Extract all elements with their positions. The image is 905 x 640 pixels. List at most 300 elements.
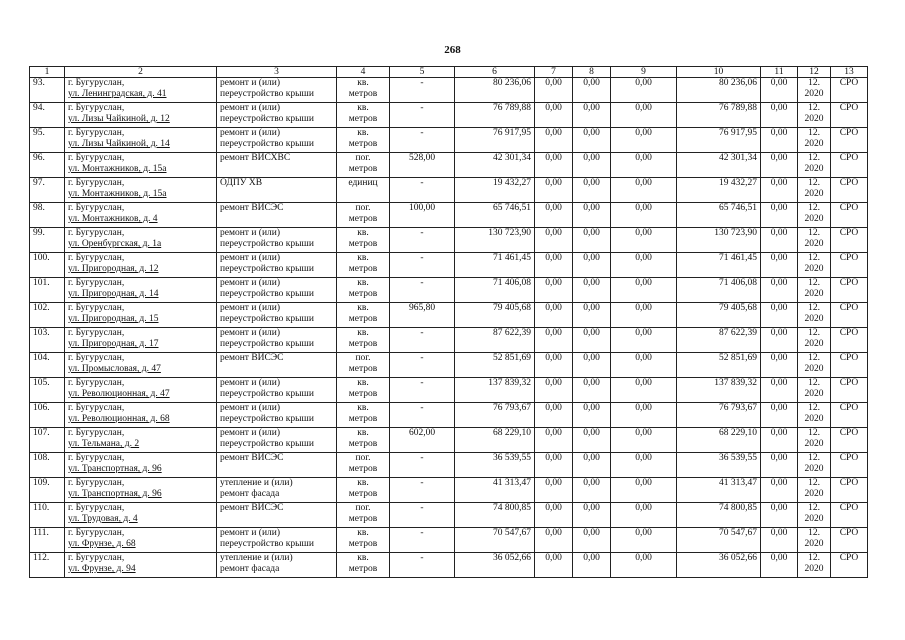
work-type-cell [217, 553, 337, 578]
cost-col10-cell: 76 917,95 [677, 128, 761, 153]
address-cell [65, 178, 217, 203]
address-cell-line: г. Бугуруслан, [68, 378, 125, 388]
method-cell: СРО [831, 203, 868, 228]
method-cell: СРО [831, 553, 868, 578]
address-cell [65, 253, 217, 278]
method-cell: СРО [831, 453, 868, 478]
cost-col10-cell: 42 301,34 [677, 153, 761, 178]
row-number: 95. [30, 128, 65, 153]
work-type-cell-line: ремонт фасада [220, 564, 280, 574]
unit-cell-line: метров [348, 514, 378, 524]
period-cell-line: 2020 [804, 189, 824, 199]
method-cell: СРО [831, 153, 868, 178]
row-number: 103. [30, 328, 65, 353]
cost-col7-cell: 0,00 [535, 403, 573, 428]
address-cell [65, 153, 217, 178]
cost-col7-cell: 0,00 [535, 428, 573, 453]
row-number: 99. [30, 228, 65, 253]
quantity-cell: 602,00 [390, 428, 455, 453]
column-header-13: 13 [831, 67, 868, 78]
cost-col9-cell: 0,00 [611, 328, 677, 353]
table-row [30, 278, 868, 303]
table-row [30, 303, 868, 328]
address-cell-line: г. Бугуруслан, [68, 303, 125, 313]
period-cell [798, 378, 831, 403]
unit-cell-line: пог. [355, 153, 371, 163]
method-cell: СРО [831, 378, 868, 403]
table-row [30, 453, 868, 478]
address-cell-line: г. Бугуруслан, [68, 228, 125, 238]
unit-cell [337, 228, 390, 253]
period-cell-line: 12. [808, 528, 820, 538]
work-type-cell-line: переустройство крыши [220, 239, 314, 249]
cost-col9-cell: 0,00 [611, 128, 677, 153]
cost-col11-cell: 0,00 [761, 103, 798, 128]
work-type-cell [217, 78, 337, 103]
row-number: 94. [30, 103, 65, 128]
unit-cell [337, 428, 390, 453]
row-number: 101. [30, 278, 65, 303]
cost-col7-cell: 0,00 [535, 128, 573, 153]
period-cell-line: 2020 [804, 289, 824, 299]
unit-cell-line: кв. [357, 403, 369, 413]
unit-cell [337, 103, 390, 128]
work-type-cell-line: ремонт и (или) [220, 103, 281, 113]
table-row [30, 428, 868, 453]
cost-col9-cell: 0,00 [611, 278, 677, 303]
work-type-cell [217, 528, 337, 553]
address-cell [65, 378, 217, 403]
cost-col11-cell: 0,00 [761, 203, 798, 228]
register-table [29, 66, 868, 578]
cost-col10-cell: 70 547,67 [677, 528, 761, 553]
period-cell [798, 128, 831, 153]
cost-col8-cell: 0,00 [573, 428, 611, 453]
cost-col7-cell: 0,00 [535, 553, 573, 578]
cost-col11-cell: 0,00 [761, 253, 798, 278]
address-cell [65, 103, 217, 128]
cost-col8-cell: 0,00 [573, 403, 611, 428]
cost-col7-cell: 0,00 [535, 78, 573, 103]
work-type-cell-line: ремонт и (или) [220, 528, 281, 538]
cost-col8-cell: 0,00 [573, 353, 611, 378]
cost-col11-cell: 0,00 [761, 503, 798, 528]
work-type-cell-line: ремонт и (или) [220, 328, 281, 338]
cost-col10-cell: 65 746,51 [677, 203, 761, 228]
cost-col11-cell: 0,00 [761, 353, 798, 378]
cost-col11-cell: 0,00 [761, 528, 798, 553]
work-type-cell-line: ремонт и (или) [220, 78, 281, 88]
unit-cell-line: пог. [355, 503, 371, 513]
work-type-cell-line: ремонт и (или) [220, 228, 281, 238]
cost-col10-cell: 74 800,85 [677, 503, 761, 528]
work-type-cell [217, 253, 337, 278]
cost-col7-cell: 0,00 [535, 253, 573, 278]
cost-col9-cell: 0,00 [611, 228, 677, 253]
address-cell-line: ул. Пригородная, д. 12 [68, 264, 159, 274]
address-cell-line: ул. Тельмана, д. 2 [68, 439, 140, 449]
cost-col9-cell: 0,00 [611, 403, 677, 428]
address-cell-line: ул. Ленинградская, д. 41 [68, 89, 167, 99]
cost-col11-cell: 0,00 [761, 553, 798, 578]
unit-cell-line: единиц [348, 178, 378, 188]
quantity-cell: 965,80 [390, 303, 455, 328]
cost-col7-cell: 0,00 [535, 378, 573, 403]
quantity-cell: - [390, 228, 455, 253]
total-cost-cell: 137 839,32 [455, 378, 535, 403]
unit-cell [337, 178, 390, 203]
cost-col8-cell: 0,00 [573, 178, 611, 203]
cost-col11-cell: 0,00 [761, 378, 798, 403]
cost-col11-cell: 0,00 [761, 153, 798, 178]
page-number: 268 [444, 44, 461, 56]
cost-col8-cell: 0,00 [573, 228, 611, 253]
quantity-cell: - [390, 503, 455, 528]
table-row [30, 553, 868, 578]
column-header-10: 10 [677, 67, 761, 78]
table-row [30, 478, 868, 503]
work-type-cell-line: ремонт и (или) [220, 253, 281, 263]
row-number: 107. [30, 428, 65, 453]
address-cell-line: г. Бугуруслан, [68, 353, 125, 363]
quantity-cell: - [390, 378, 455, 403]
work-type-cell-line: переустройство крыши [220, 114, 314, 124]
address-cell-line: г. Бугуруслан, [68, 428, 125, 438]
period-cell-line: 12. [808, 553, 820, 563]
quantity-cell: - [390, 553, 455, 578]
total-cost-cell: 79 405,68 [455, 303, 535, 328]
address-cell [65, 553, 217, 578]
cost-col9-cell: 0,00 [611, 303, 677, 328]
work-type-cell-line: ремонт ВИСЭС [220, 503, 284, 513]
method-cell: СРО [831, 178, 868, 203]
cost-col11-cell: 0,00 [761, 78, 798, 103]
address-cell-line: ул. Фрунзе, д. 94 [68, 564, 136, 574]
row-number: 102. [30, 303, 65, 328]
work-type-cell-line: ремонт ВИСЭС [220, 203, 284, 213]
cost-col8-cell: 0,00 [573, 528, 611, 553]
cost-col8-cell: 0,00 [573, 128, 611, 153]
address-cell-line: ул. Революционная, д. 68 [68, 414, 170, 424]
total-cost-cell: 74 800,85 [455, 503, 535, 528]
cost-col9-cell: 0,00 [611, 353, 677, 378]
work-type-cell-line: ремонт и (или) [220, 378, 281, 388]
unit-cell-line: метров [348, 164, 378, 174]
period-cell-line: 2020 [804, 114, 824, 124]
unit-cell-line: метров [348, 414, 378, 424]
row-number: 106. [30, 403, 65, 428]
total-cost-cell: 36 052,66 [455, 553, 535, 578]
cost-col9-cell: 0,00 [611, 78, 677, 103]
work-type-cell-line: ремонт ВИСЭС [220, 353, 284, 363]
cost-col9-cell: 0,00 [611, 378, 677, 403]
unit-cell-line: кв. [357, 428, 369, 438]
cost-col11-cell: 0,00 [761, 453, 798, 478]
table-row [30, 128, 868, 153]
period-cell-line: 12. [808, 403, 820, 413]
table-body [30, 78, 868, 578]
cost-col8-cell: 0,00 [573, 503, 611, 528]
cost-col9-cell: 0,00 [611, 153, 677, 178]
method-cell: СРО [831, 328, 868, 353]
period-cell [798, 553, 831, 578]
work-type-cell [217, 503, 337, 528]
work-type-cell-line: переустройство крыши [220, 414, 314, 424]
method-cell: СРО [831, 403, 868, 428]
cost-col8-cell: 0,00 [573, 553, 611, 578]
period-cell-line: 12. [808, 203, 820, 213]
total-cost-cell: 42 301,34 [455, 153, 535, 178]
unit-cell-line: метров [348, 214, 378, 224]
unit-cell [337, 78, 390, 103]
period-cell-line: 12. [808, 303, 820, 313]
work-type-cell [217, 278, 337, 303]
work-type-cell-line: переустройство крыши [220, 389, 314, 399]
unit-cell [337, 453, 390, 478]
quantity-cell: - [390, 403, 455, 428]
address-cell [65, 228, 217, 253]
row-number: 93. [30, 78, 65, 103]
work-type-cell [217, 303, 337, 328]
address-cell-line: г. Бугуруслан, [68, 328, 125, 338]
work-type-cell-line: переустройство крыши [220, 439, 314, 449]
cost-col8-cell: 0,00 [573, 453, 611, 478]
address-cell [65, 528, 217, 553]
cost-col7-cell: 0,00 [535, 353, 573, 378]
total-cost-cell: 41 313,47 [455, 478, 535, 503]
quantity-cell: - [390, 103, 455, 128]
work-type-cell [217, 103, 337, 128]
column-header-1: 1 [30, 67, 65, 78]
unit-cell-line: кв. [357, 378, 369, 388]
cost-col7-cell: 0,00 [535, 453, 573, 478]
period-cell-line: 12. [808, 328, 820, 338]
cost-col10-cell: 36 539,55 [677, 453, 761, 478]
work-type-cell [217, 153, 337, 178]
column-header-4: 4 [337, 67, 390, 78]
unit-cell-line: метров [348, 364, 378, 374]
address-cell-line: г. Бугуруслан, [68, 478, 125, 488]
unit-cell-line: метров [348, 114, 378, 124]
quantity-cell: - [390, 128, 455, 153]
address-cell-line: ул. Лизы Чайкиной, д. 12 [68, 114, 170, 124]
cost-col10-cell: 76 793,67 [677, 403, 761, 428]
cost-col8-cell: 0,00 [573, 328, 611, 353]
cost-col10-cell: 79 405,68 [677, 303, 761, 328]
row-number: 109. [30, 478, 65, 503]
method-cell: СРО [831, 428, 868, 453]
cost-col10-cell: 87 622,39 [677, 328, 761, 353]
row-number: 100. [30, 253, 65, 278]
address-cell-line: г. Бугуруслан, [68, 528, 125, 538]
period-cell [798, 203, 831, 228]
unit-cell-line: метров [348, 389, 378, 399]
address-cell-line: г. Бугуруслан, [68, 278, 125, 288]
unit-cell-line: метров [348, 139, 378, 149]
quantity-cell: - [390, 78, 455, 103]
table-row [30, 403, 868, 428]
cost-col8-cell: 0,00 [573, 153, 611, 178]
unit-cell-line: кв. [357, 303, 369, 313]
address-cell [65, 403, 217, 428]
period-cell-line: 12. [808, 278, 820, 288]
period-cell-line: 12. [808, 453, 820, 463]
period-cell-line: 2020 [804, 439, 824, 449]
address-cell-line: г. Бугуруслан, [68, 153, 125, 163]
quantity-cell: - [390, 328, 455, 353]
work-type-cell [217, 328, 337, 353]
period-cell [798, 353, 831, 378]
cost-col11-cell: 0,00 [761, 403, 798, 428]
unit-cell [337, 203, 390, 228]
address-cell-line: ул. Пригородная, д. 14 [68, 289, 159, 299]
unit-cell-line: метров [348, 489, 378, 499]
address-cell-line: ул. Пригородная, д. 15 [68, 314, 159, 324]
unit-cell [337, 378, 390, 403]
period-cell-line: 2020 [804, 364, 824, 374]
period-cell-line: 12. [808, 503, 820, 513]
work-type-cell-line: переустройство крыши [220, 314, 314, 324]
cost-col9-cell: 0,00 [611, 453, 677, 478]
address-cell-line: ул. Трудовая, д. 4 [68, 514, 138, 524]
address-cell-line: г. Бугуруслан, [68, 453, 125, 463]
period-cell [798, 253, 831, 278]
period-cell [798, 178, 831, 203]
unit-cell-line: кв. [357, 278, 369, 288]
address-cell [65, 478, 217, 503]
work-type-cell-line: переустройство крыши [220, 289, 314, 299]
row-number: 111. [30, 528, 65, 553]
column-header-6: 6 [455, 67, 535, 78]
quantity-cell: - [390, 178, 455, 203]
period-cell-line: 2020 [804, 514, 824, 524]
period-cell-line: 12. [808, 378, 820, 388]
address-cell-line: ул. Революционная, д. 47 [68, 389, 170, 399]
method-cell: СРО [831, 503, 868, 528]
unit-cell-line: кв. [357, 128, 369, 138]
address-cell-line: г. Бугуруслан, [68, 503, 125, 513]
work-type-cell [217, 353, 337, 378]
period-cell-line: 2020 [804, 539, 824, 549]
cost-col8-cell: 0,00 [573, 478, 611, 503]
table-row [30, 503, 868, 528]
method-cell: СРО [831, 228, 868, 253]
unit-cell-line: кв. [357, 478, 369, 488]
period-cell [798, 78, 831, 103]
cost-col10-cell: 36 052,66 [677, 553, 761, 578]
row-number: 110. [30, 503, 65, 528]
header-row [30, 67, 868, 78]
unit-cell [337, 353, 390, 378]
row-number: 108. [30, 453, 65, 478]
cost-col9-cell: 0,00 [611, 478, 677, 503]
unit-cell [337, 153, 390, 178]
period-cell-line: 12. [808, 128, 820, 138]
address-cell-line: ул. Монтажников, д. 15а [68, 164, 167, 174]
address-cell [65, 353, 217, 378]
column-header-9: 9 [611, 67, 677, 78]
work-type-cell-line: ремонт и (или) [220, 128, 281, 138]
total-cost-cell: 76 789,88 [455, 103, 535, 128]
address-cell [65, 328, 217, 353]
cost-col7-cell: 0,00 [535, 203, 573, 228]
cost-col9-cell: 0,00 [611, 503, 677, 528]
period-cell [798, 303, 831, 328]
method-cell: СРО [831, 78, 868, 103]
cost-col9-cell: 0,00 [611, 428, 677, 453]
cost-col7-cell: 0,00 [535, 528, 573, 553]
column-header-12: 12 [798, 67, 831, 78]
work-type-cell [217, 403, 337, 428]
work-type-cell-line: ремонт и (или) [220, 278, 281, 288]
period-cell-line: 2020 [804, 414, 824, 424]
unit-cell [337, 553, 390, 578]
period-cell-line: 12. [808, 78, 820, 88]
quantity-cell: - [390, 453, 455, 478]
period-cell-line: 2020 [804, 214, 824, 224]
work-type-cell-line: ремонт фасада [220, 489, 280, 499]
table-row [30, 103, 868, 128]
unit-cell-line: пог. [355, 203, 371, 213]
cost-col11-cell: 0,00 [761, 128, 798, 153]
cost-col11-cell: 0,00 [761, 303, 798, 328]
unit-cell-line: метров [348, 89, 378, 99]
column-header-2: 2 [65, 67, 217, 78]
table-row [30, 253, 868, 278]
cost-col8-cell: 0,00 [573, 78, 611, 103]
work-type-cell [217, 453, 337, 478]
cost-col9-cell: 0,00 [611, 178, 677, 203]
period-cell [798, 428, 831, 453]
work-type-cell-line: переустройство крыши [220, 339, 314, 349]
cost-col8-cell: 0,00 [573, 203, 611, 228]
cost-col11-cell: 0,00 [761, 178, 798, 203]
work-type-cell-line: переустройство крыши [220, 264, 314, 274]
unit-cell [337, 328, 390, 353]
work-type-cell [217, 428, 337, 453]
cost-col10-cell: 19 432,27 [677, 178, 761, 203]
address-cell-line: г. Бугуруслан, [68, 203, 125, 213]
work-type-cell-line: ремонт ВИСЭС [220, 453, 284, 463]
period-cell-line: 2020 [804, 489, 824, 499]
cost-col7-cell: 0,00 [535, 278, 573, 303]
method-cell: СРО [831, 528, 868, 553]
cost-col7-cell: 0,00 [535, 303, 573, 328]
cost-col9-cell: 0,00 [611, 553, 677, 578]
cost-col11-cell: 0,00 [761, 428, 798, 453]
unit-cell-line: кв. [357, 78, 369, 88]
row-number: 104. [30, 353, 65, 378]
quantity-cell: - [390, 528, 455, 553]
address-cell-line: г. Бугуруслан, [68, 553, 125, 563]
row-number: 96. [30, 153, 65, 178]
cost-col7-cell: 0,00 [535, 153, 573, 178]
method-cell: СРО [831, 103, 868, 128]
unit-cell-line: метров [348, 464, 378, 474]
period-cell-line: 12. [808, 478, 820, 488]
total-cost-cell: 52 851,69 [455, 353, 535, 378]
cost-col7-cell: 0,00 [535, 478, 573, 503]
unit-cell [337, 503, 390, 528]
column-header-7: 7 [535, 67, 573, 78]
period-cell [798, 228, 831, 253]
quantity-cell: - [390, 353, 455, 378]
address-cell [65, 128, 217, 153]
table-row [30, 153, 868, 178]
cost-col9-cell: 0,00 [611, 103, 677, 128]
address-cell-line: г. Бугуруслан, [68, 253, 125, 263]
address-cell-line: г. Бугуруслан, [68, 103, 125, 113]
